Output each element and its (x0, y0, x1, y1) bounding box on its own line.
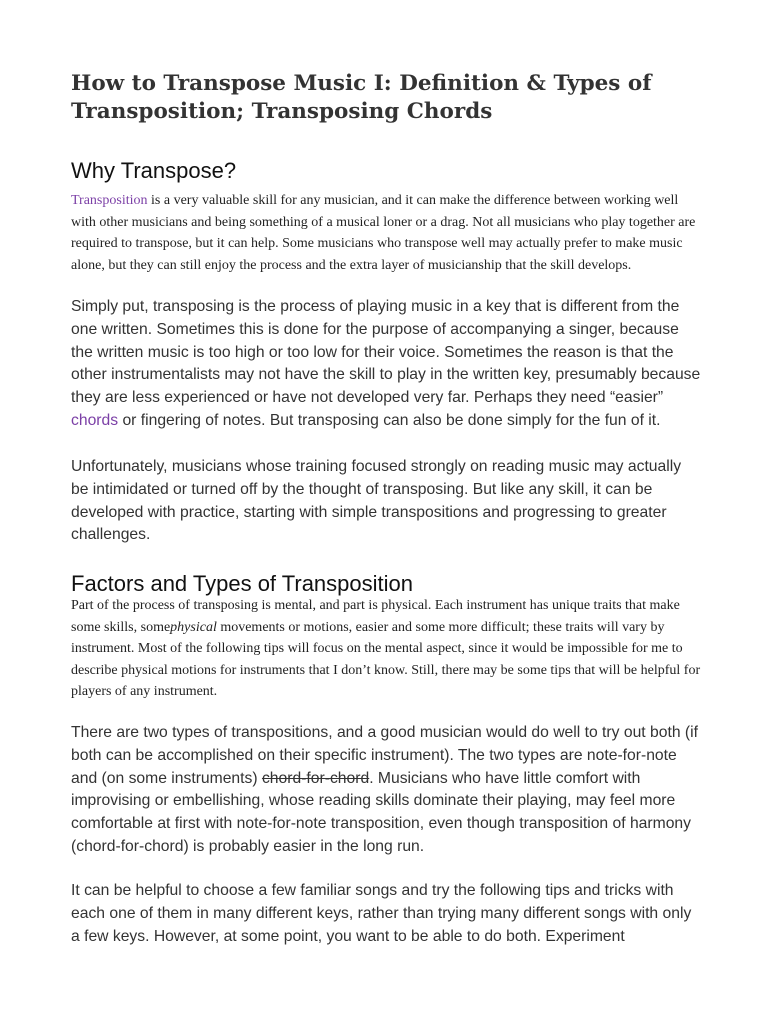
paragraph-text: Simply put, transposing is the process of playing music in a key that is different from the one written. Sometimes this is done for the purpose of accompanying a singer, because the written music is too high or too low for their voice. Sometimes the reason is that the other instrumentalists may not have the skill to play in the written key, presumably because they are less experienced or have not developed very far. Perhaps they need “easier” (71, 298, 701, 407)
paragraph-text: or fingering of notes. But transposing can also be done simply for the fun of it. (118, 411, 661, 429)
paragraph-text: Part of the process of transposing is mental, and part is physical. Each instrument has unique traits that make some skills, some (71, 598, 680, 635)
emphasis-text: physical (170, 619, 217, 635)
transposition-link[interactable]: Transposition (71, 193, 148, 208)
section-heading-factors: Factors and Types of Transposition (71, 571, 413, 596)
page-title: How to Transpose Music I: Definition & Types of Transposition; Transposing Chords (71, 71, 652, 124)
section-heading-why-transpose: Why Transpose? (71, 158, 237, 183)
paragraph-why-3: Unfortunately, musicians whose training focused strongly on reading music may actually be intimidated or turned off by the thought of transposing. But like any skill, it can be developed with practice, starting with simple transpositions and progressing to greater challenges. (71, 458, 682, 544)
paragraph-factors-3: It can be helpful to choose a few familiar songs and try the following tips and tricks with each one of them in many different keys, rather than trying many different songs with only a few keys. However, at some point, you want to be able to do both. Experiment (71, 882, 692, 945)
chords-link[interactable]: chords (71, 411, 119, 429)
paragraph-text: is a very valuable skill for any musician, and it can make the difference between working well with other musicians and being something of a musical loner or a drag. Not all musicians who play together are required to transpose, but it can help. Some musicians who transpose well may actually prefer to make music alone, but they can still enjoy the process and the extra layer of musicianship that the skill develops. (71, 193, 696, 273)
paragraph-text: . Musicians who have little comfort with improvising or embellishing, whose reading skills dominate their playing, may feel more comfortable at first with note-for-note transposition, even though transposition of harmony (chord-for-chord) is probably easier in the long run. (71, 769, 691, 855)
paragraph-why-2 (71, 296, 701, 433)
paragraph-text: movements or motions, easier and some more difficult; these traits will vary by instrument. Most of the following tips will focus on the mental aspect, since it would be impossible for me to describe physical motions for instruments that I don’t know. Still, there may be some tips that will be helpful for players of any instrument. (71, 619, 701, 699)
strikethrough-text: chord-for-chord (261, 769, 370, 787)
paragraph-factors-2 (71, 722, 701, 859)
paragraph-factors-1 (71, 595, 701, 703)
paragraph-text: There are two types of transpositions, and a good musician would do well to try out both (if both can be accomplished on their specific instrument). The two types are note-for-note and (on some instruments) (71, 724, 698, 787)
paragraph-why-1 (71, 190, 701, 276)
